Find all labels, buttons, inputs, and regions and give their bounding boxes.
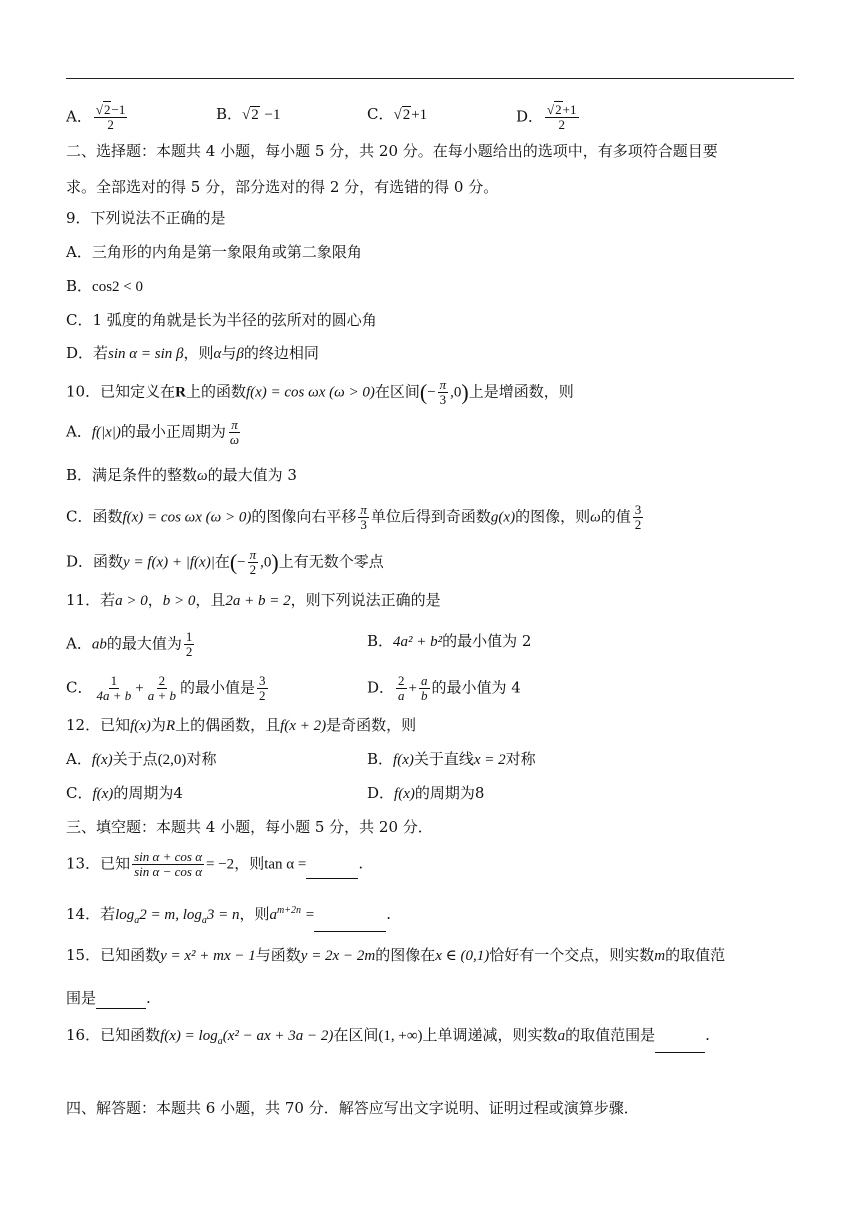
q12-option-c: C．f(x)的周期为4 [66,784,183,802]
q11-option-b: B．4a² + b²的最小值为 2 [367,632,532,650]
q11-stem: 11．若a > 0，b > 0，且2a + b = 2，则下列说法正确的是 [66,591,441,609]
q12-stem: 12．已知f(x)为R上的偶函数，且f(x + 2)是奇函数，则 [66,716,417,734]
q14-answer-blank[interactable] [314,917,386,932]
q12-option-d: D．f(x)的周期为8 [367,784,485,802]
q13-answer-blank[interactable] [306,864,358,879]
q10-option-d: D．函数y = f(x) + |f(x)|在(− $\frac{\pi}{2}$ ,0)上有无数个零点 [66,547,384,577]
q9-stem: 9．下列说法不正确的是 [66,209,226,227]
q10-option-b: B．满足条件的整数ω的最大值为 3 [66,466,297,484]
q15-line1: 15．已知函数y = x² + mx − 1与函数y = 2x − 2m的图像在x ∈ (0,1)恰好有一个交点，则实数m的取值范 [66,946,726,964]
q11-option-c: C． $\frac{1}{4a + b}$ + $\frac{2}{a + b}$ 的最小值是 $\frac{3}{2}$ [66,673,266,703]
q8-option-a: A． $\frac{√2-1}{2}$ [66,102,126,132]
q11-option-a: A．ab的最大值为 $\frac{1}{2}$ [66,629,193,659]
q13: 13．已知 $\frac{\text{sin α + cos α}}{\text{sin α − cos α}}$ = −2，则tan α = . [66,849,364,879]
q16: 16．已知函数$f(x) = \log_a(x^2$ − ax + 3a − 2)在区间(1, +∞)上单调递减，则实数a的取值范围是 . [66,1024,710,1053]
q10-stem: 10．已知定义在R上的函数f(x) = cos ωx (ω > 0)在区间(− $\frac{\pi}{3}$ ,0)上是增函数，则 [66,377,574,407]
q8-option-b: B．√2 −1 [216,105,281,123]
section3-heading: 三、填空题：本题共 4 小题，每小题 5 分，共 20 分． [66,818,433,836]
q16-answer-blank[interactable] [655,1038,705,1053]
q9-option-b: B．cos2 < 0 [66,277,143,295]
q12-option-a: A．f(x)关于点(2,0)对称 [66,750,217,768]
q15-answer-blank[interactable] [96,994,146,1009]
q11-row2 [66,670,794,710]
q12-row1 [66,748,794,772]
q8-options [66,96,794,132]
q12-row2 [66,782,794,806]
q9-option-c: C．1 弧度的角就是长为半径的弦所对的圆心角 [66,311,377,329]
header-rule [66,78,794,79]
q11-option-d: D． $\frac{2}{a}$ + $\frac{a}{b}$ 的最小值为 4 [367,673,521,703]
section4-heading: 四、解答题：本题共 6 小题，共 70 分．解答应写出文字说明、证明过程或演算步骤． [66,1099,639,1117]
q14: 14．若$\log_a2 = m$, $\log_a3 = n$，则$a^{m+2n}$ = . [66,900,391,932]
q15-line2: 围是 . [66,989,151,1007]
q11-row1 [66,626,794,666]
q8-option-d: D． $\frac{√2+1}{2}$ [516,102,577,132]
q9-option-a: A．三角形的内角是第一象限角或第二象限角 [66,243,362,261]
q10-option-c: C．函数f(x) = cos ωx (ω > 0)的图像向右平移 $\frac{\pi}{3}$ 单位后得到奇函数g(x)的图像，则ω的值 $\frac{3}{2}$ [66,502,642,532]
q9-option-d: D．若sin α = sin β，则α与β的终边相同 [66,344,319,362]
q12-option-b: B．f(x)关于直线x = 2对称 [367,750,536,768]
section2-heading-line1: 二、选择题：本题共 4 小题，每小题 5 分，共 20 分。在每小题给出的选项中，有多项符合题目要 [66,142,718,160]
q8-option-c: C．√2+1 [367,105,428,123]
section2-heading-line2: 求。全部选对的得 5 分，部分选对的得 2 分，有选错的得 0 分。 [66,178,499,196]
q10-option-a: A．f(|x|)的最小正周期为 $\frac{\pi}{\omega}$ [66,417,240,447]
